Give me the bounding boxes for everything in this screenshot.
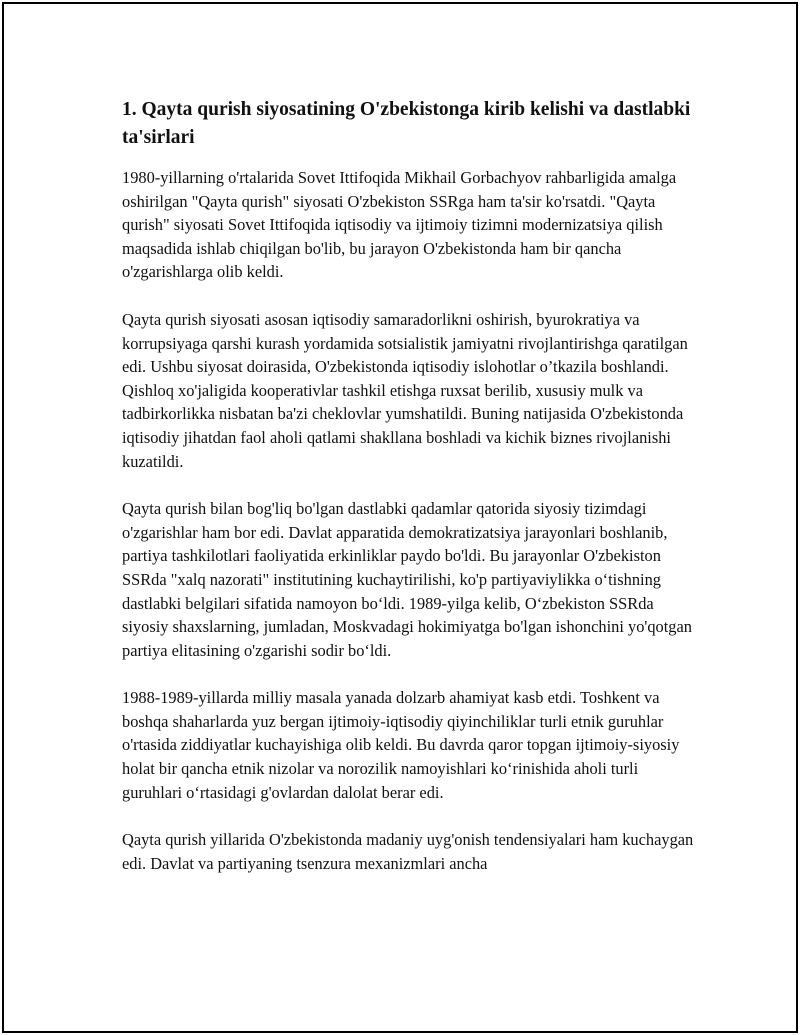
page-frame xyxy=(2,2,798,1033)
section-heading: 1. Qayta qurish siyosatining O'zbekistonga kirib kelishi va dastlabki ta'sirlari xyxy=(122,99,691,148)
paragraph-2: Qayta qurish siyosati asosan iqtisodiy samaradorlikni oshirish, byurokratiya va korrupsiyaga qarshi kurash yordamida sotsialistik jamiyatni rivojlantirishga qaratilgan edi. Ushbu siyosat doirasida, O'zbekistonda iqtisodiy islohotlar o’tkazila boshlandi. Qishloq xo'jaligida kooperativlar tashkil etishga ruxsat berilib, xususiy mulk va tadbirkorlikka nisbatan ba'zi cheklovlar yumshatildi. Buning natijasida O'zbekistonda iqtisodiy jihatdan faol aholi qatlami shakllana boshladi va kichik biznes rivojlanishi kuzatildi. xyxy=(122,309,688,471)
paragraph-5: Qayta qurish yillarida O'zbekistonda madaniy uyg'onish tendensiyalari ham kuchaygan edi. Davlat va partiyaning tsenzura mexanizmlari ancha xyxy=(122,830,694,873)
paragraph-3: Qayta qurish bilan bog'liq bo'lgan dastlabki qadamlar qatorida siyosiy tizimdagi o'zgarishlar ham bor edi. Davlat apparatida demokratizatsiya jarayonlari boshlanib, partiya tashkilotlari faoliyatida erkinliklar paydo bo'ldi. Bu jarayonlar O'zbekiston SSRda "xalq nazorati" institutining kuchaytirilishi, ko'p partiyaviylikka o‘tishning dastlabki belgilari sifatida namoyon bo‘ldi. 1989-yilga kelib, O‘zbekiston SSRda siyosiy shaxslarning, jumladan, Moskvadagi hokimiyatga bo'lgan ishonchini yo'qotgan partiya elitasining o'zgarishi sodir bo‘ldi. xyxy=(122,499,692,660)
document-body xyxy=(122,96,697,875)
paragraph-1: 1980-yillarning o'rtalarida Sovet Ittifoqida Mikhail Gorbachyov rahbarligida amalga oshirilgan "Qayta qurish" siyosati O'zbekiston SSRga ham ta'sir ko'rsatdi. "Qayta qurish" siyosati Sovet Ittifoqida iqtisodiy va ijtimoiy tizimni modernizatsiya qilish maqsadida ishlab chiqilgan bo'lib, bu jarayon O'zbekistonda ham bir qancha o'zgarishlarga olib keldi. xyxy=(122,168,677,282)
paragraph-4: 1988-1989-yillarda milliy masala yanada dolzarb ahamiyat kasb etdi. Toshkent va boshqa shaharlarda yuz bergan ijtimoiy-iqtisodiy qiyinchiliklar turli etnik guruhlar o'rtasida ziddiyatlar kuchayishiga olib keldi. Bu davrda qaror topgan ijtimoiy-siyosiy holat bir qancha etnik nizolar va norozilik namoyishlari ko‘rinishida aholi turli guruhlari o‘rtasidagi g'ovlardan dalolat berar edi. xyxy=(122,688,680,802)
